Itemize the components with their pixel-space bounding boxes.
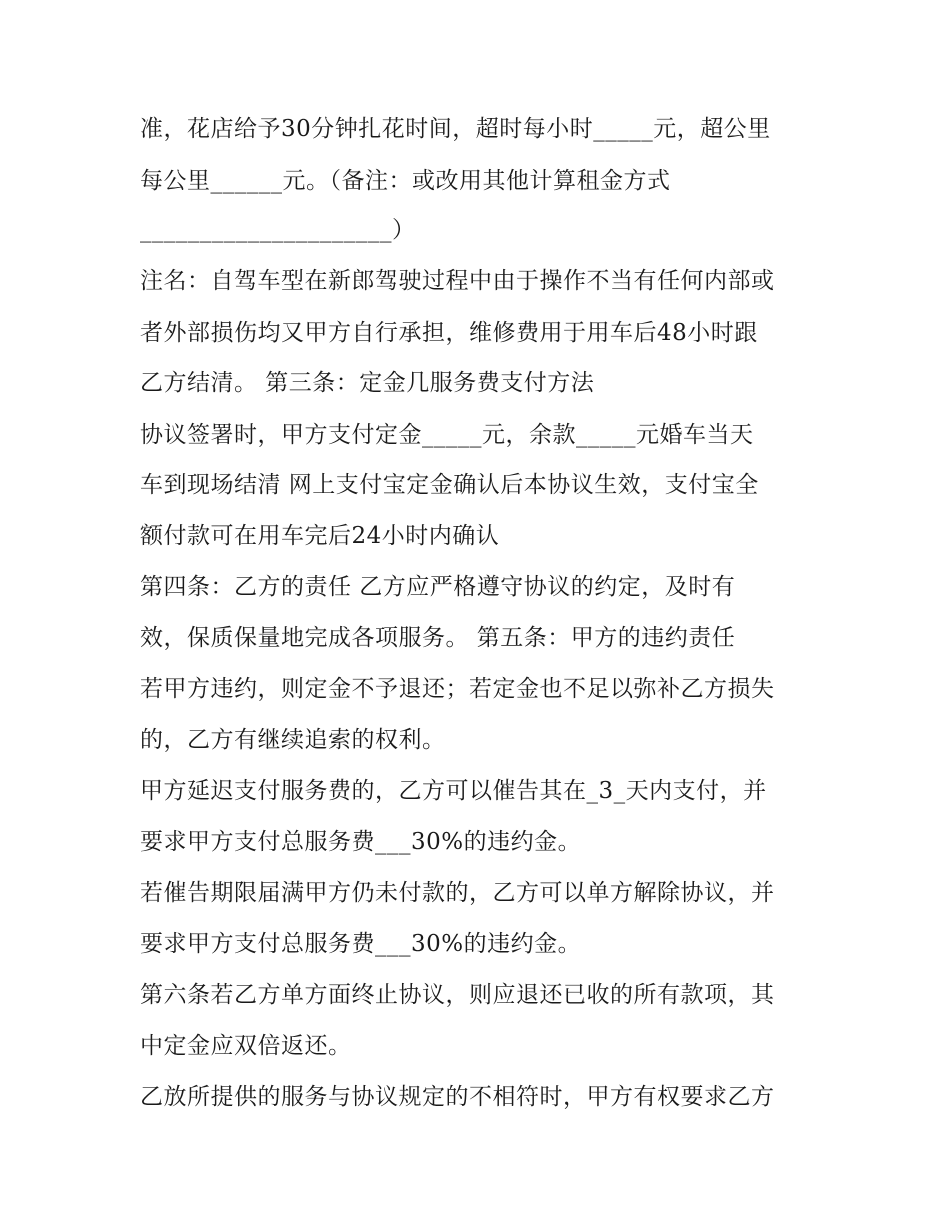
text-line: 注名：自驾车型在新郎驾驶过程中由于操作不当有任何内部或 (140, 268, 775, 294)
text-line: 效，保质保量地完成各项服务。 第五条：甲方的违约责任 (140, 625, 736, 651)
text-line: 每公里______元。（备注：或改用其他计算租金方式 (140, 168, 671, 194)
text-line: 中定金应双倍返还。 (140, 1033, 352, 1059)
text-line: 第六条若乙方单方面终止协议，则应退还已收的所有款项，其 (140, 982, 775, 1008)
text-line: 的，乙方有继续追索的权利。 (140, 727, 446, 753)
text-line: _____________________） (140, 217, 416, 243)
text-line: 若甲方违约，则定金不予退还；若定金也不足以弥补乙方损失 (140, 676, 775, 702)
text-line: 要求甲方支付总服务费___30%的违约金。 (140, 829, 582, 855)
text-line: 若催告期限届满甲方仍未付款的，乙方可以单方解除协议，并 (140, 880, 775, 906)
text-line: 者外部损伤均又甲方自行承担，维修费用于用车后48小时跟 (140, 320, 758, 346)
text-line: 甲方延迟支付服务费的，乙方可以催告其在_3_天内支付，并 (140, 778, 767, 804)
text-line: 要求甲方支付总服务费___30%的违约金。 (140, 931, 582, 957)
text-line: 车到现场结清 网上支付宝定金确认后本协议生效，支付宝全 (140, 472, 759, 498)
text-line: 准，花店给予30分钟扎花时间，超时每小时_____元，超公里 (140, 116, 771, 142)
text-line: 乙放所提供的服务与协议规定的不相符时，甲方有权要求乙方 (140, 1084, 775, 1110)
text-line: 第四条：乙方的责任 乙方应严格遵守协议的约定，及时有 (140, 574, 736, 600)
text-line: 协议签署时，甲方支付定金_____元，余款_____元婚车当天 (140, 422, 754, 448)
text-line: 乙方结清。 第三条：定金几服务费支付方法 (140, 370, 595, 396)
text-line: 额付款可在用车完后24小时内确认 (140, 523, 500, 549)
